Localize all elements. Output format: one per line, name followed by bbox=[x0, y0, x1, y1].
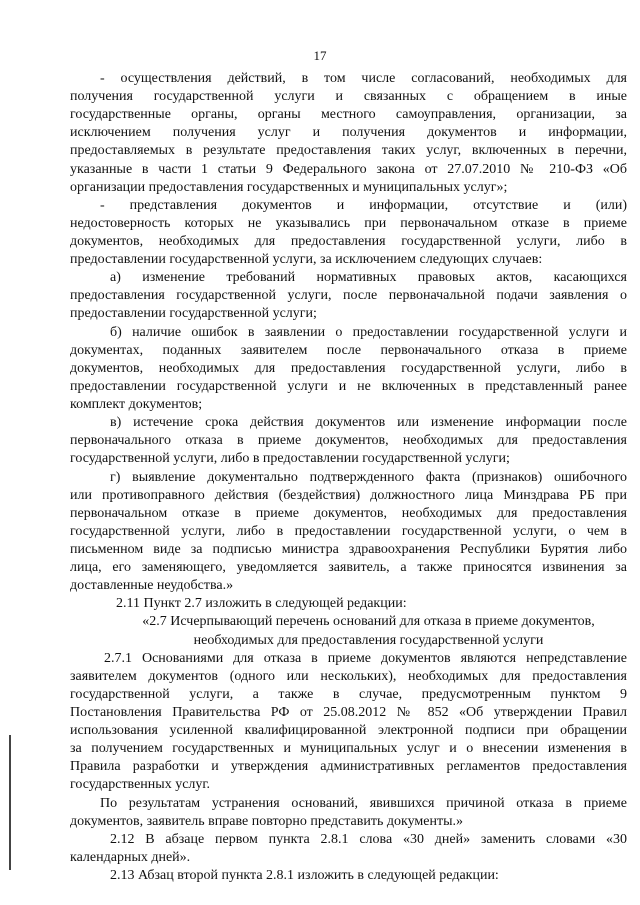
text-line: предоставлении государственной услуги; bbox=[70, 306, 317, 321]
text-line: 2.13 Абзац второй пункта 2.8.1 изложить в следующей редакции: bbox=[110, 868, 499, 883]
text-line: документов, необходимых для предоставления государственной услуги, либо в bbox=[70, 361, 627, 376]
text-line: письменном виде за подписью министра здравоохранения Республики Бурятия либо bbox=[70, 542, 627, 557]
section-heading: необходимых для предоставления государственной услуги bbox=[193, 633, 544, 648]
text-line: комплект документов; bbox=[70, 397, 203, 412]
text-line: предоставления государственной услуги, после первоначальной подачи заявления о bbox=[70, 288, 627, 303]
text-line: первоначальном отказе в приеме документов, необходимых для предоставления bbox=[70, 506, 627, 521]
text-line: в) истечение срока действия документов или изменение информации после bbox=[110, 415, 627, 430]
text-line: государственные органы, органы местного самоуправления, организации, за bbox=[70, 107, 627, 122]
text-line: 2.12 В абзаце первом пункта 2.8.1 слова «30 дней» заменить словами «30 bbox=[110, 832, 627, 847]
text-line: документах, поданных заявителем после первоначального отказа в приеме bbox=[70, 343, 627, 358]
text-line: 2.11 Пункт 2.7 изложить в следующей редакции: bbox=[116, 596, 407, 611]
text-line: По результатам устранения оснований, явившихся причиной отказа в приеме bbox=[100, 796, 627, 811]
text-line: Правила разработки и утверждения административных регламентов предоставления bbox=[70, 759, 627, 774]
text-line: за получением государственных и муниципальных услуг и о внесении изменения в bbox=[70, 741, 627, 756]
text-line: первоначального отказа в приеме документов, необходимых для предоставления bbox=[70, 433, 627, 448]
text-line: исключением получения услуг и получения документов и информации, bbox=[70, 125, 627, 140]
section-heading: «2.7 Исчерпывающий перечень оснований для отказа в приеме документов, bbox=[142, 614, 595, 629]
text-line: - представления документов и информации, отсутствие и (или) bbox=[100, 198, 627, 213]
text-line: документов, заявитель вправе повторно представить документы.» bbox=[70, 814, 463, 829]
text-line: г) выявление документально подтвержденного факта (признаков) ошибочного bbox=[110, 470, 627, 485]
text-line: документов, необходимых для предоставления государственной услуги, либо в bbox=[70, 234, 627, 249]
text-line: недостоверность которых не указывались при первоначальном отказе в приеме bbox=[70, 216, 627, 231]
text-line: лица, его заменяющего, уведомляется заявитель, а также приносятся извинения за bbox=[70, 560, 627, 575]
text-line: 2.7.1 Основаниями для отказа в приеме документов являются непредставление bbox=[104, 651, 627, 666]
text-line: Постановления Правительства РФ от 25.08.2012 № 852 «Об утверждении Правил bbox=[70, 705, 627, 720]
text-line: предоставляемых в результате предоставления таких услуг, включенных в перечни, bbox=[70, 143, 627, 158]
text-line: доставленные неудобства.» bbox=[70, 578, 234, 593]
text-line: - осуществления действий, в том числе согласований, необходимых для bbox=[100, 71, 627, 86]
text-line: организации предоставления государственных и муниципальных услуг»; bbox=[70, 180, 508, 195]
text-line: государственных услуг. bbox=[70, 777, 211, 792]
page-number: 17 bbox=[313, 48, 327, 63]
text-line: предоставлении государственной услуги, за исключением следующих случаев: bbox=[70, 252, 543, 267]
scan-edge-line bbox=[9, 735, 11, 870]
text-line: или противоправного действия (бездействия) должностного лица Минздрава РБ при bbox=[70, 488, 627, 503]
text-line: указанные в части 1 статьи 9 Федерального закона от 27.07.2010 № 210-ФЗ «Об bbox=[70, 162, 627, 177]
text-line: заявителем документов (одного или нескольких), необходимых для предоставления bbox=[70, 669, 627, 684]
text-line: государственной услуги, а также в случае, предусмотренным пунктом 9 bbox=[70, 687, 627, 702]
text-line: государственной услуги, либо в предоставлении государственной услуги; bbox=[70, 451, 510, 466]
text-line: государственной услуги, либо в предоставлении государственной услуги, о чем в bbox=[70, 524, 627, 539]
text-line: использования усиленной квалифицированной электронной подписи при обращении bbox=[70, 723, 627, 738]
text-line: календарных дней». bbox=[70, 850, 191, 865]
text-line: б) наличие ошибок в заявлении о предоставлении государственной услуги и bbox=[110, 325, 627, 340]
text-line: получения государственной услуги и связанных с обращением в иные bbox=[70, 89, 627, 104]
text-line: предоставлении государственной услуги и не включенных в представленный ранее bbox=[70, 379, 627, 394]
text-line: а) изменение требований нормативных правовых актов, касающихся bbox=[110, 270, 627, 285]
